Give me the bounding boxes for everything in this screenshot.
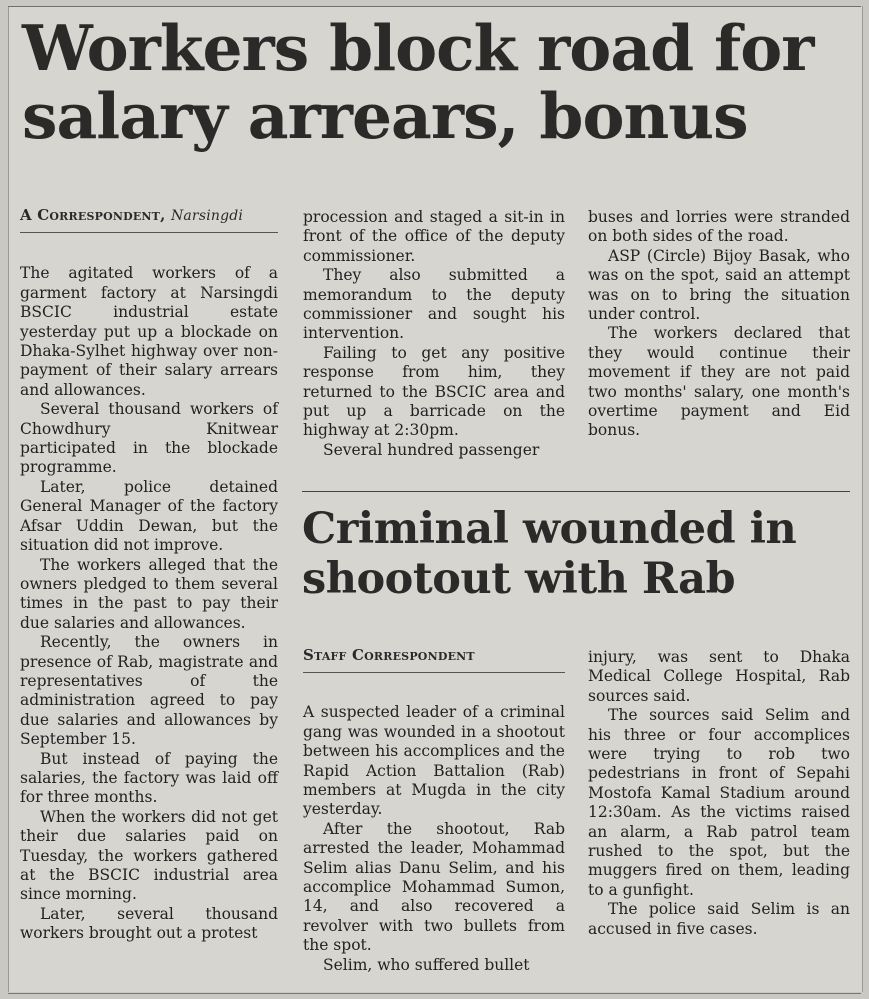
story2-column-2 bbox=[588, 648, 850, 939]
story2-column-1 bbox=[303, 646, 565, 975]
story2-byline: Staff Correspondent bbox=[303, 646, 475, 664]
story1-headline: Workers block road for salary arrears, bonus bbox=[22, 11, 814, 153]
story1-paragraph: Later, several thousand workers brought out a protest bbox=[20, 904, 278, 943]
story1-column-1 bbox=[20, 206, 278, 944]
story2-paragraph: The police said Selim is an accused in five cases. bbox=[588, 900, 850, 938]
bottom-rule bbox=[8, 993, 861, 994]
story1-paragraph: Recently, the owners in presence of Rab, magistrate and representatives of the administration agreed to pay due salaries and allowances by September 15. bbox=[20, 633, 278, 749]
story1-byline-place: Narsingdi bbox=[170, 208, 244, 224]
story1-paragraph: ASP (Circle) Bijoy Basak, who was on the spot, said an attempt was on to bring the situation under control. bbox=[588, 246, 850, 324]
story2-paragraph: A suspected leader of a criminal gang was wounded in a shootout between his accomplices and the Rapid Action Battalion (Rab) members at Mugda in the city yesterday. bbox=[303, 703, 565, 819]
story1-paragraph: The workers alleged that the owners pledged to them several times in the past to pay their due salaries and allowances. bbox=[20, 555, 278, 632]
story1-column-3 bbox=[588, 208, 850, 441]
story1-paragraph: The agitated workers of a garment factory at Narsingdi BSCIC industrial estate yesterday put up a blockade on Dhaka-Sylhet highway over non-payment of their salary arrears and allowances. bbox=[20, 264, 278, 399]
story2-paragraph: The sources said Selim and his three or four accomplices were trying to rob two pedestrians in front of Sepahi Mostofa Kamal Stadium around 12:30am. As the victims raised an alarm, a Rab patrol team rushed to the spot, but the muggers fired on them, leading to a gunfight. bbox=[588, 706, 850, 899]
story1-column-2 bbox=[303, 208, 565, 460]
story1-paragraph: Several thousand workers of Chowdhury Knitwear participated in the blockade programme. bbox=[20, 400, 278, 477]
story1-paragraph: They also submitted a memorandum to the deputy commissioner and sought his intervention. bbox=[303, 266, 565, 343]
story2-paragraph: injury, was sent to Dhaka Medical College Hospital, Rab sources said. bbox=[588, 648, 850, 705]
story1-paragraph: Later, police detained General Manager of the factory Afsar Uddin Dewan, but the situation did not improve. bbox=[20, 477, 278, 555]
story2-headline: Criminal wounded in shootout with Rab bbox=[302, 504, 797, 604]
story2-byline-rule bbox=[303, 672, 565, 673]
story1-paragraph: Several hundred passenger bbox=[323, 440, 540, 459]
story1-paragraph: buses and lorries were stranded on both sides of the road. bbox=[588, 208, 850, 246]
story-divider bbox=[302, 491, 850, 492]
story1-paragraph: When the workers did not get their due salaries paid on Tuesday, the workers gathered at the BSCIC industrial area since morning. bbox=[20, 807, 278, 904]
story1-paragraph: But instead of paying the salaries, the factory was laid off for three months. bbox=[20, 749, 278, 807]
story1-paragraph: The workers declared that they would continue their movement if they are not paid two months' salary, one month's overtime payment and Eid bonus. bbox=[588, 324, 850, 440]
story1-paragraph: Failing to get any positive response from him, they returned to the BSCIC area and put up a barricade on the highway at 2:30pm. bbox=[303, 343, 565, 440]
story1-byline-rule bbox=[20, 232, 278, 233]
story2-paragraph: Selim, who suffered bullet bbox=[323, 955, 530, 974]
story1-paragraph: procession and staged a sit-in in front of the office of the deputy commissioner. bbox=[303, 208, 565, 265]
story1-byline bbox=[20, 206, 278, 226]
story2-paragraph: After the shootout, Rab arrested the leader, Mohammad Selim alias Danu Selim, and his accomplice Mohammad Sumon, 14, and also recovered a revolver with two bullets from the spot. bbox=[303, 819, 565, 955]
story1-byline-author: A Correspondent, bbox=[20, 206, 166, 224]
top-rule bbox=[8, 6, 861, 7]
